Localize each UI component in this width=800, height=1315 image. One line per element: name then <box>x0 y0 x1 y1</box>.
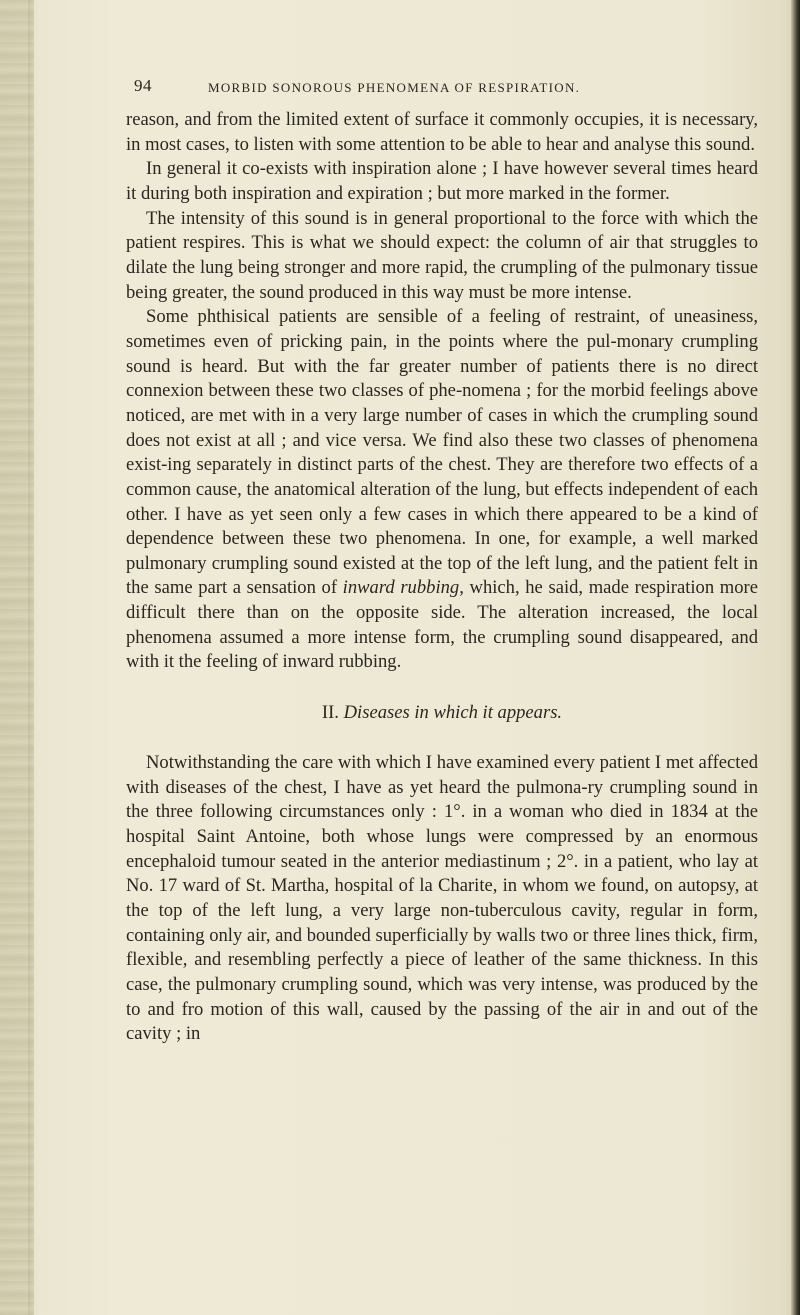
text-run: Some phthisical patients are sensible of a feeling of restraint, of uneasiness, sometimes even of pricking pain, in the points where the pul-monary crumpling sound is heard. But with the far greater number of patients there is no direct connexion between these two classes of phe-nomena ; for the morbid feelings above noticed, are met with in a very large number of cases in which the crumpling sound does not exist at all ; and vice versa. We find also these two classes of phenomena exist-ing separately in distinct parts of the chest. They are therefore two effects of a common cause, the anatomical alteration of the lung, but effects independent of each other. I have as yet seen only a few cases in which there appeared to be a kind of dependence between these two phenomena. In one, for example, a well marked pulmonary crumpling sound existed at the top of the left lung, and the patient felt in the same part a sensation of <box>126 306 758 599</box>
text-run: The intensity of this sound is in general proportional to the force with which the patient respires. This is what we should expect: the column of air that struggles to dilate the lung being stronger and more rapid, the crumpling of the pulmonary tissue being greater, the sound produced in this way must be more intense. <box>126 207 758 303</box>
paragraph-group <box>126 108 758 675</box>
page-header <box>126 72 758 106</box>
body-text <box>126 108 758 1047</box>
paragraph <box>126 305 758 675</box>
text-run: In general it co-exists with inspiration alone ; I have however several times heard it during both inspiration and expiration ; but more marked in the former. <box>126 158 758 204</box>
paragraph <box>126 108 758 157</box>
section-title: Diseases in which it appears. <box>343 702 563 724</box>
paragraph <box>126 207 758 306</box>
page-content <box>126 72 758 1047</box>
text-run: which, he said, made respiration more difficult there than on the opposite side. The alteration increased, the local phenomena assumed a more intense form, the crumpling sound disappeared, and with it the feeling of inward rubbing. <box>126 577 758 673</box>
text-run: reason, and from the limited extent of surface it commonly occupies, it is necessary, in most cases, to listen with some attention to be able to hear and analyse this sound. <box>126 109 758 155</box>
section-number: II. <box>321 702 339 724</box>
page-number: 94 <box>134 76 152 95</box>
paragraph <box>126 157 758 206</box>
section-paragraph-group <box>126 751 758 1047</box>
book-spine-edge <box>0 0 34 1315</box>
text-run: Notwithstanding the care with which I have examined every patient I met affected with diseases of the chest, I have as yet heard the pulmona-ry crumpling sound in the three following circumstances only : 1°. in a woman who died in 1834 at the hospital Saint Antoine, both whose lungs were compressed by an enormous encephaloid tumour seated in the anterior mediastinum ; 2°. in a patient, who lay at No. 17 ward of St. Martha, hospital of la Charite, in whom we found, on autopsy, at the top of the left lung, a very large non-tuberculous cavity, regular in form, containing only air, and bounded superficially by walls two or three lines thick, firm, flexible, and resembling perfectly a piece of leather of the same thickness. In this case, the pulmonary crumpling sound, which was very intense, was produced by the to and fro motion of this wall, caused by the passing of the air in and out of the cavity ; in <box>126 752 758 1045</box>
section-heading <box>126 701 758 725</box>
page-right-edge <box>791 0 800 1315</box>
italic-text: inward rubbing, <box>342 577 464 599</box>
paragraph <box>126 751 758 1047</box>
running-head: MORBID SONOROUS PHENOMENA OF RESPIRATION. <box>208 80 581 95</box>
